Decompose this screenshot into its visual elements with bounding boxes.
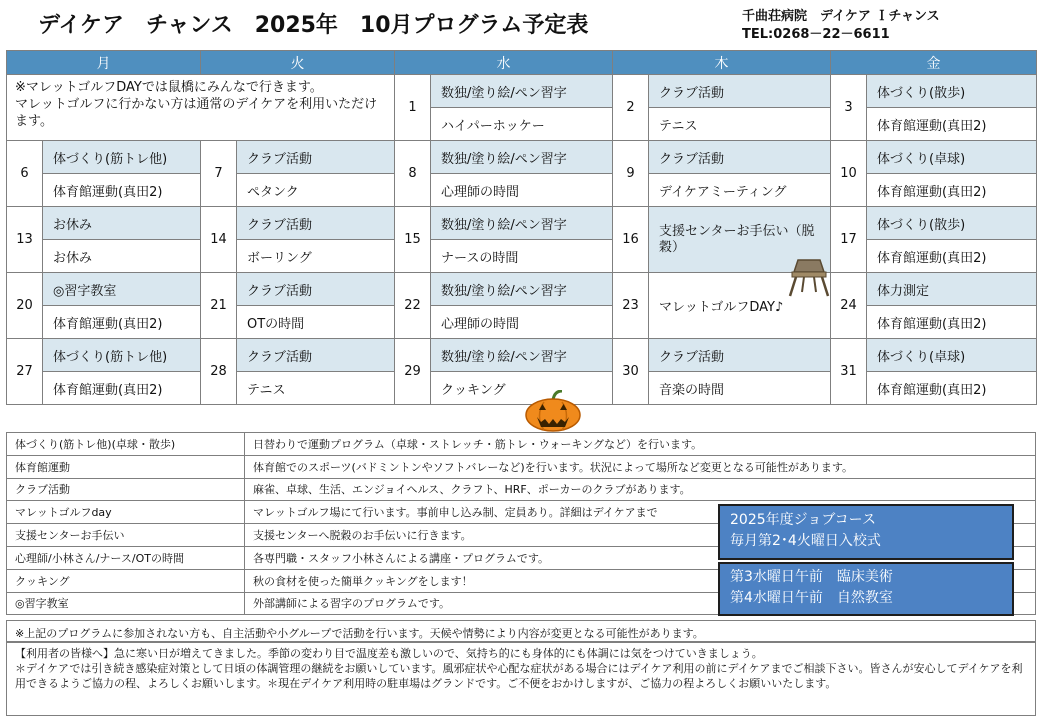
activity: 体育館運動(真田2): [867, 372, 1037, 405]
weekday-wed: 水: [395, 51, 613, 75]
activity: クラブ活動: [237, 273, 395, 306]
description-text: 日替わりで運動プログラム（卓球・ストレッチ・筋トレ・ウォーキングなど）を行います。: [245, 433, 1036, 456]
week3-row-a: [7, 207, 1037, 240]
description-row: [7, 455, 1036, 478]
description-text: マレットゴルフ場にて行います。事前申し込み制、定員あり。詳細はデイケアまで: [245, 501, 1036, 524]
org-info: [742, 8, 940, 44]
notice-line-2: ＊デイケアでは引き続き感染症対策として日頃の体調管理の継続をお願いしています。風邪症状や心配な症状がある場合にはデイケア利用の前にデイケアまでご相談下さい。皆さんが安心してデイケアを利用できるようご協力の程、よろしくお願いします。＊現在デイケア利用時の駐車場はグランドです。ご不便をおかけしますが、ご協力の程よろしくお願いいたします。: [15, 662, 1023, 690]
activity: 数独/塗り絵/ペン習字: [431, 141, 613, 174]
activity: OTの時間: [237, 306, 395, 339]
day-number: 14: [201, 207, 237, 273]
week5-row-b: [7, 372, 1037, 405]
week4-row-a: [7, 273, 1037, 306]
activity: クラブ活動: [237, 141, 395, 174]
day-number: 8: [395, 141, 431, 207]
week1-row-a: [7, 75, 1037, 108]
job-course-schedule: 毎月第2･4火曜日入校式: [730, 533, 881, 549]
activity: ナースの時間: [431, 240, 613, 273]
org-name: 千曲荘病院 デイケア Ｉチャンス: [742, 9, 940, 24]
day-number: 31: [831, 339, 867, 405]
job-course-title: 2025年度ジョブコース: [730, 512, 876, 528]
calendar-table: [6, 50, 1037, 405]
remark-line: ※上記のプログラムに参加されない方も、自主活動や小グループで活動を行います。天候や情勢により内容が変更となる可能性があります。: [6, 620, 1036, 642]
org-phone: TEL:0268－22－6611: [742, 27, 890, 42]
activity: 体育館運動(真田2): [867, 306, 1037, 339]
activity: 数独/塗り絵/ペン習字: [431, 207, 613, 240]
day-number: 10: [831, 141, 867, 207]
week2-row-b: [7, 174, 1037, 207]
wednesday-programs-box: [718, 562, 1014, 616]
description-text: 外部講師による習字のプログラムです。: [245, 592, 1036, 615]
weekday-thu: 木: [613, 51, 831, 75]
description-key: クラブ活動: [7, 478, 245, 501]
page-title: デイケア チャンス 2025年 10月プログラム予定表: [38, 13, 589, 38]
weekday-header-row: [7, 51, 1037, 75]
activity: 支援センターお手伝い（脱穀）: [649, 207, 831, 273]
activity: 体育館運動(真田2): [43, 174, 201, 207]
activity: 数独/塗り絵/ペン習字: [431, 273, 613, 306]
description-text: 秋の食材を使った簡単クッキングをします！: [245, 569, 1036, 592]
description-text: 各専門職・スタッフ小林さんによる講座・プログラムです。: [245, 546, 1036, 569]
note-line-2: マレットゴルフに行かない方は通常のデイケアを利用いただけます。: [15, 97, 378, 129]
activity: 体育館運動(真田2): [43, 372, 201, 405]
day-number: 3: [831, 75, 867, 141]
activity: ペタンク: [237, 174, 395, 207]
description-key: ◎習字教室: [7, 592, 245, 615]
description-text: 体育館でのスポーツ(バドミントンやソフトバレーなど)を行います。状況によって場所など変更となる可能性があります。: [245, 455, 1036, 478]
activity: 体づくり(筋トレ他): [43, 141, 201, 174]
activity: ◎習字教室: [43, 273, 201, 306]
activity: テニス: [237, 372, 395, 405]
day-number: 20: [7, 273, 43, 339]
activity: 体育館運動(真田2): [867, 108, 1037, 141]
activity: お休み: [43, 240, 201, 273]
nature-class-line: 第4水曜日午前 自然教室: [730, 590, 893, 606]
activity: 数独/塗り絵/ペン習字: [431, 339, 613, 372]
activity: クラブ活動: [649, 141, 831, 174]
weekday-tue: 火: [201, 51, 395, 75]
day-number: 24: [831, 273, 867, 339]
day-number: 28: [201, 339, 237, 405]
day-number: 6: [7, 141, 43, 207]
description-text: 麻雀、卓球、生活、エンジョイヘルス、クラフト、HRF、ポーカーのクラブがあります。: [245, 478, 1036, 501]
activity: テニス: [649, 108, 831, 141]
activity: ボーリング: [237, 240, 395, 273]
day-number: 13: [7, 207, 43, 273]
description-key: 体育館運動: [7, 455, 245, 478]
activity: 心理師の時間: [431, 306, 613, 339]
mallet-golf-note: [7, 75, 395, 141]
description-key: クッキング: [7, 569, 245, 592]
day-number: 9: [613, 141, 649, 207]
day-number: 27: [7, 339, 43, 405]
activity: 音楽の時間: [649, 372, 831, 405]
activity: 体づくり(散歩): [867, 75, 1037, 108]
weekday-fri: 金: [831, 51, 1037, 75]
day-number: 2: [613, 75, 649, 141]
activity: 体育館運動(真田2): [867, 240, 1037, 273]
description-text: 支援センターへ脱穀のお手伝いに行きます。: [245, 524, 1036, 547]
day-number: 30: [613, 339, 649, 405]
activity: マレットゴルフDAY♪: [649, 273, 831, 339]
day-number: 16: [613, 207, 649, 273]
activity: 体づくり(卓球): [867, 141, 1037, 174]
day-number: 23: [613, 273, 649, 339]
note-line-1: ※マレットゴルフDAYでは鼠橋にみんなで行きます。: [15, 80, 323, 95]
clinical-art-line: 第3水曜日午前 臨床美術: [730, 569, 893, 585]
notice-box: [6, 642, 1036, 716]
activity: 心理師の時間: [431, 174, 613, 207]
description-key: 支援センターお手伝い: [7, 524, 245, 547]
activity: 体育館運動(真田2): [867, 174, 1037, 207]
day-number: 22: [395, 273, 431, 339]
activity: 体づくり(筋トレ他): [43, 339, 201, 372]
description-row: [7, 433, 1036, 456]
week5-row-a: [7, 339, 1037, 372]
description-key: 体づくり(筋トレ他)(卓球・散歩): [7, 433, 245, 456]
week3-row-b: [7, 240, 1037, 273]
activity: ハイパーホッケー: [431, 108, 613, 141]
activity: クラブ活動: [237, 207, 395, 240]
description-key: 心理師/小林さん/ナース/OTの時間: [7, 546, 245, 569]
activity: 体力測定: [867, 273, 1037, 306]
activity: 体づくり(散歩): [867, 207, 1037, 240]
activity: 体づくり(卓球): [867, 339, 1037, 372]
description-key: マレットゴルフday: [7, 501, 245, 524]
weekday-mon: 月: [7, 51, 201, 75]
notice-line-1: 【利用者の皆様へ】急に寒い日が増えてきました。季節の変わり目で温度差も激しいので、気持ち的にも身体的にも体調には気をつけていきましょう。: [15, 647, 763, 660]
description-row: [7, 478, 1036, 501]
day-number: 21: [201, 273, 237, 339]
day-number: 15: [395, 207, 431, 273]
day-number: 1: [395, 75, 431, 141]
activity: クラブ活動: [237, 339, 395, 372]
pumpkin-icon: [524, 390, 582, 432]
day-number: 17: [831, 207, 867, 273]
activity: クラブ活動: [649, 339, 831, 372]
day-number: 29: [395, 339, 431, 405]
activity: 体育館運動(真田2): [43, 306, 201, 339]
activity: クッキング: [431, 372, 613, 405]
activity: 数独/塗り絵/ペン習字: [431, 75, 613, 108]
day-number: 7: [201, 141, 237, 207]
chair-icon: [786, 258, 830, 298]
activity: デイケアミーティング: [649, 174, 831, 207]
week2-row-a: [7, 141, 1037, 174]
job-course-box: [718, 504, 1014, 560]
activity: クラブ活動: [649, 75, 831, 108]
activity: お休み: [43, 207, 201, 240]
week4-row-b: [7, 306, 1037, 339]
